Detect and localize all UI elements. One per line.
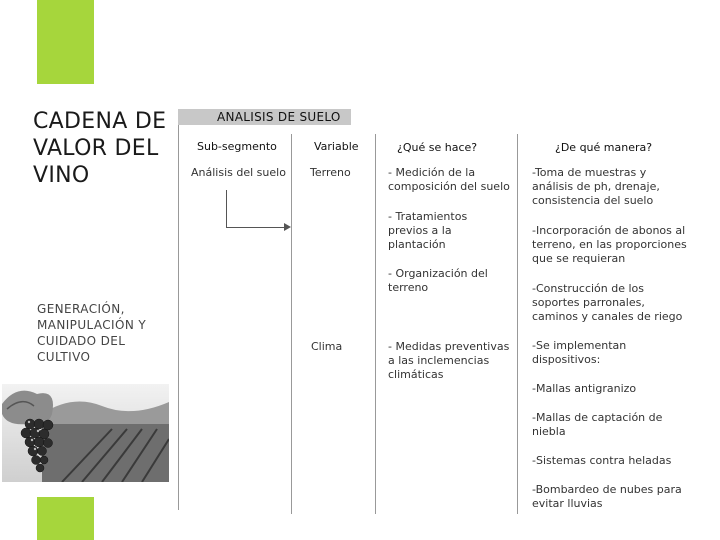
que-item-3: - Organización del terreno — [388, 267, 488, 294]
manera-item-7: -Sistemas contra heladas — [532, 454, 672, 467]
variable-clima: Clima — [311, 340, 343, 353]
manera-item-8: -Bombardeo de nubes para evitar lluvias — [532, 483, 682, 510]
accent-block-bottom — [37, 497, 94, 540]
accent-block-top — [37, 0, 94, 84]
arrow-connector-vertical — [226, 190, 227, 228]
variable-terreno: Terreno — [310, 166, 351, 179]
manera-item-2: -Incorporación de abonos al terreno, en las proporciones que se requieran — [532, 224, 687, 265]
table-line-3 — [517, 134, 518, 514]
manera-item-5: -Mallas antigranizo — [532, 382, 637, 395]
que-item-2: - Tratamientos previos a la plantación — [388, 210, 468, 251]
manera-item-6: -Mallas de captación de niebla — [532, 411, 663, 438]
table-line-1 — [291, 134, 292, 514]
arrow-right-icon — [284, 223, 291, 231]
header-de-que-manera: ¿De qué manera? — [555, 141, 653, 154]
table-line-left — [178, 125, 179, 510]
slide-subtitle: GENERACIÓN, MANIPULACIÓN Y CUIDADO DEL CULTIVO — [37, 302, 147, 364]
table-line-2 — [375, 134, 376, 514]
grapes-vineyard-photo — [2, 384, 169, 482]
que-item-4: - Medidas preventivas a las inclemencias climáticas — [388, 340, 510, 381]
header-variable: Variable — [314, 140, 359, 153]
manera-item-4: -Se implementan dispositivos: — [532, 339, 627, 366]
arrow-connector-horizontal — [226, 227, 286, 228]
manera-item-3: -Construcción de los soportes parronales, caminos y canales de riego — [532, 282, 683, 323]
header-que-se-hace: ¿Qué se hace? — [397, 141, 478, 154]
header-subsegmento: Sub-segmento — [197, 140, 277, 153]
manera-item-1: -Toma de muestras y análisis de ph, drenaje, consistencia del suelo — [532, 166, 660, 207]
subsegment-cell: Análisis del suelo — [191, 166, 286, 179]
banner-title: ANALISIS DE SUELO — [217, 110, 341, 124]
que-item-1: - Medición de la composición del suelo — [388, 166, 510, 193]
slide-title: CADENA DE VALOR DEL VINO — [33, 109, 167, 188]
